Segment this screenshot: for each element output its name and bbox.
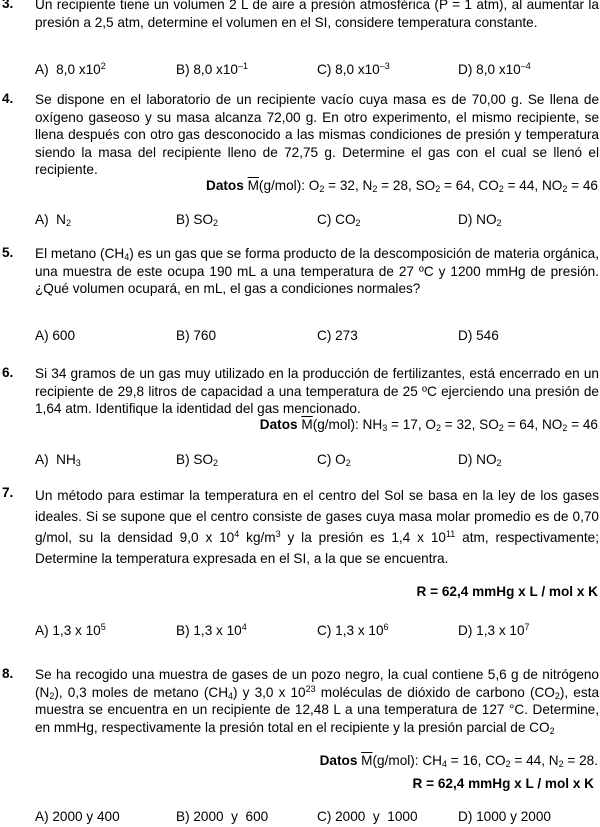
gas-constant: R = 62,4 mmHg x L / mol x K <box>416 584 598 599</box>
option-c[interactable]: C) $CO_2$ <box>317 212 361 228</box>
option-c[interactable]: C) 8,0 $x10^{-3}$ <box>317 61 390 77</box>
question-text: Un recipiente tiene un volumen 2 L de aire a presión atmosférica (P = 1 atm), al aumentar la presión a 2,5 atm, determine el volumen en el SI, considere temperatura constante. <box>35 0 599 30</box>
answer-options <box>35 809 600 827</box>
option-b[interactable]: B) 2000 y 600 <box>176 809 269 824</box>
question-number: 3. <box>2 0 14 11</box>
molar-mass-symbol: $\overline{M}$ <box>301 417 313 432</box>
datos-molar-masses: Datos $\overline{M}(g/mol)$: $NH_3 = 17$, $O_2 = 32$, $SO_2 = 64$, $NO_2 = 46$ <box>259 417 598 433</box>
option-d[interactable]: D) $NO_2$ <box>458 452 502 468</box>
question-number: 4. <box>2 91 14 106</box>
option-b[interactable]: B) $SO_2$ <box>176 212 219 228</box>
option-c[interactable]: C) 273 <box>317 328 358 343</box>
question-number: 8. <box>2 666 14 681</box>
option-d[interactable]: D) 1000 y 2000 <box>458 809 551 824</box>
question-text: Si 34 gramos de un gas muy utilizado en la producción de fertilizantes, está encerrado en un recipiente de 29,8 litros de capacidad a una temperatura de 25 ºC ejerciendo una presión de 1,64 atm. Identifique la identidad del gas mencionado. <box>35 366 599 416</box>
answer-options <box>35 452 600 470</box>
answer-options <box>35 212 600 230</box>
option-b[interactable]: B) 1,3 x $10^4$ <box>176 622 247 638</box>
question-number: 6. <box>2 365 14 380</box>
option-a[interactable]: A) 8,0 $x10^2$ <box>35 61 106 77</box>
option-d[interactable]: D) 8,0 $x10^{-4}$ <box>458 61 531 77</box>
option-d[interactable]: D) $NO_2$ <box>458 212 502 228</box>
option-b[interactable]: B) $SO_2$ <box>176 452 219 468</box>
gas-constant: R = 62,4 mmHg x L / mol x K <box>412 776 594 791</box>
question-text: Un método para estimar la temperatura en el centro del Sol se basa en la ley de los gases ideales. Si se supone que el centro consiste de gases cuya masa molar promedio es de 0,70 g/mol, su la densidad 9,0 x $10^4$ $kg/m^3$ y la presión es 1,4 x $10^{11}$ atm, respectivamente; Determine la temperatura expresada en el SI, a la que se encuentra. <box>35 488 599 566</box>
answer-options <box>35 62 600 80</box>
question-number: 5. <box>2 245 14 260</box>
option-a[interactable]: A) $NH_3$ <box>35 452 81 468</box>
molar-mass-symbol: $\overline{M}$ <box>361 753 373 768</box>
option-a[interactable]: A) $N_2$ <box>35 212 71 228</box>
molar-mass-symbol: $\overline{M}$ <box>247 178 259 193</box>
option-d[interactable]: D) 1,3 x $10^7$ <box>458 622 530 638</box>
option-b[interactable]: B) 8,0 $x10^{-1}$ <box>176 61 248 77</box>
option-a[interactable]: A) 600 <box>35 328 76 343</box>
option-c[interactable]: C) $O_2$ <box>317 452 351 468</box>
option-a[interactable]: A) 2000 y 400 <box>35 809 120 824</box>
option-d[interactable]: D) 546 <box>458 328 499 343</box>
question-number: 7. <box>2 485 14 500</box>
option-c[interactable]: C) 2000 y 1000 <box>317 809 418 824</box>
option-c[interactable]: C) 1,3 x $10^6$ <box>317 622 389 638</box>
answer-options <box>35 328 600 346</box>
question-text: El metano $(CH_4)$ es un gas que se forma producto de la descomposición de materia orgánica, una muestra de este ocupa 190 mL a una temperatura de 27 ºC y 1200 mmHg de presión. ¿Qué volumen ocupará, en mL, el gas a condiciones normales? <box>35 246 600 296</box>
question-text: Se ha recogido una muestra de gases de un pozo negro, la cual contiene 5,6 g de nitrógeno $(N_2)$, 0,3 moles de metano $(CH_4)$ y 3,0 x $10^{23}$ moléculas de dióxido de carbono $(CO_2)$, esta muestra se encuentra en un recipiente de 12,48 L a una temperatura de 127 °C. Determine, en mmHg, respectivamente la presión total en el recipiente y la presión parcial de $CO_2$ <box>35 667 599 736</box>
datos-molar-masses: Datos $\overline{M}(g/mol)$: $O_2 = 32$, $N_2 = 28$, $SO_2 = 64$, $CO_2 = 44$, $NO_2 = 46$ <box>206 178 598 194</box>
answer-options <box>35 623 600 641</box>
datos-molar-masses: Datos $\overline{M}(g/mol)$: $CH_4 = 16$, $CO_2 = 44$, $N_2 = 28$. <box>319 753 598 769</box>
option-b[interactable]: B) 760 <box>176 328 217 343</box>
question-text: Se dispone en el laboratorio de un recipiente vacío cuya masa es de 70,00 g. Se llena de oxígeno gaseoso y su masa alcanza 72,00 g. En otro experimento, el mismo recipiente, se llena después con otro gas desconocido a las mismas condiciones de presión y temperatura siendo la masa del recipiente lleno de 72,75 g. Determine el gas con el cual se llenó el recipiente. <box>35 92 599 177</box>
option-a[interactable]: A) 1,3 x $10^5$ <box>35 622 106 638</box>
